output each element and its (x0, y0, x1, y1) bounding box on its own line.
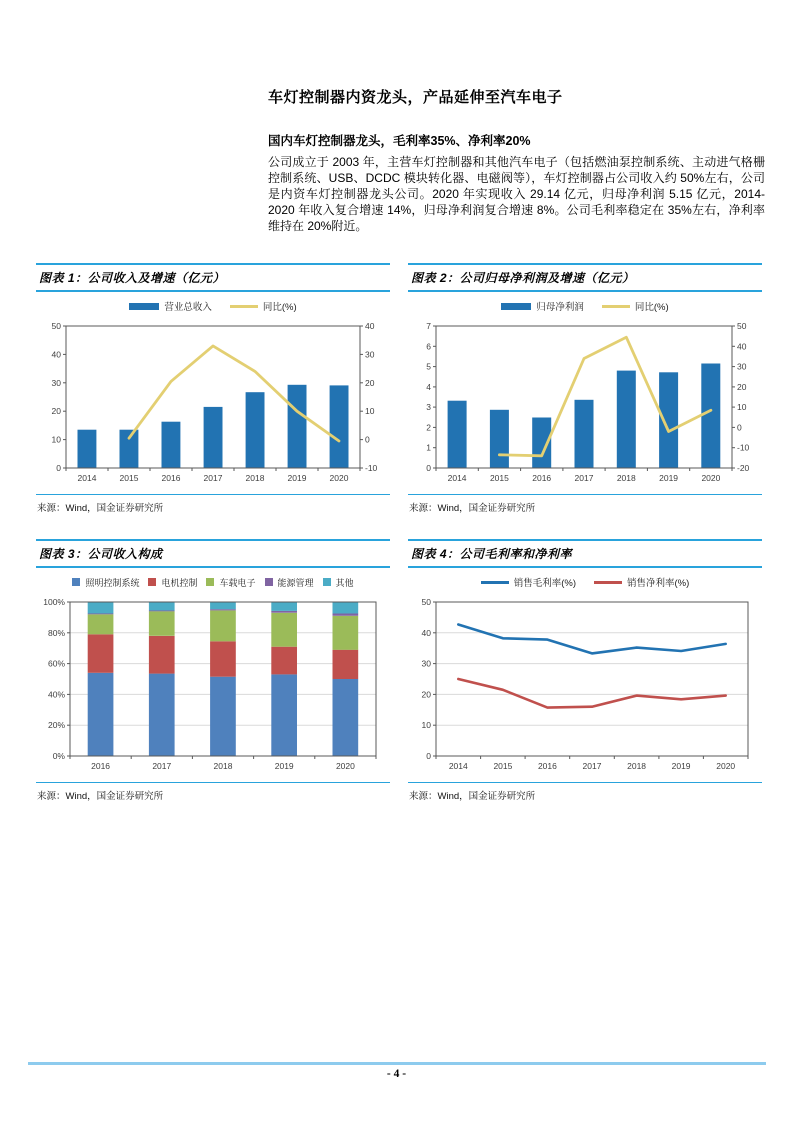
chart-legend (408, 570, 762, 594)
legend-swatch-square (148, 578, 156, 586)
legend-item (501, 299, 584, 313)
figure-title: 图表 4：公司毛利率和净利率 (408, 539, 762, 568)
chart-host (36, 594, 390, 778)
svg-text:2019: 2019 (659, 473, 679, 483)
revenue-composition-chart (36, 594, 390, 778)
svg-text:2014: 2014 (448, 761, 468, 771)
svg-text:7: 7 (426, 321, 431, 331)
legend-swatch-bar (129, 303, 159, 310)
figure-net-profit-growth (408, 263, 762, 514)
footer-divider (28, 1062, 766, 1065)
svg-text:2014: 2014 (447, 473, 467, 483)
chart-host (408, 594, 762, 778)
svg-text:50: 50 (51, 321, 61, 331)
svg-text:2020: 2020 (701, 473, 721, 483)
svg-text:30: 30 (365, 349, 375, 360)
svg-text:5: 5 (426, 361, 431, 372)
svg-text:2018: 2018 (616, 473, 636, 483)
legend-label: 销售净利率(%) (627, 578, 690, 589)
legend-label: 其他 (335, 577, 354, 588)
net-profit-and-growth-chart (408, 318, 762, 490)
svg-text:80%: 80% (47, 627, 65, 638)
svg-text:0%: 0% (52, 751, 65, 761)
figure-title: 图表 1：公司收入及增速（亿元） (36, 263, 390, 292)
svg-text:10: 10 (365, 406, 375, 417)
svg-text:2015: 2015 (119, 473, 139, 483)
svg-text:2016: 2016 (91, 761, 111, 771)
svg-text:2019: 2019 (671, 761, 691, 771)
svg-text:-10: -10 (737, 442, 750, 453)
figure-source: 来源：Wind，国金证券研究所 (36, 782, 390, 802)
svg-text:2018: 2018 (245, 473, 265, 483)
svg-text:0: 0 (426, 463, 431, 473)
margin-trend-chart (408, 594, 762, 778)
svg-text:2017: 2017 (582, 761, 602, 771)
legend-label: 归母净利润 (536, 302, 584, 313)
legend-label: 能源管理 (277, 577, 314, 588)
chart-legend (36, 294, 390, 318)
svg-text:2016: 2016 (537, 761, 557, 771)
svg-text:2020: 2020 (335, 761, 355, 771)
svg-text:40: 40 (737, 341, 747, 352)
legend-swatch-square (72, 578, 80, 586)
svg-text:10: 10 (737, 402, 747, 413)
svg-text:100%: 100% (43, 597, 65, 607)
figure-title: 图表 2：公司归母净利润及增速（亿元） (408, 263, 762, 292)
svg-text:0: 0 (56, 463, 61, 473)
svg-text:10: 10 (51, 434, 61, 445)
legend-swatch-line (481, 581, 509, 584)
legend-swatch-square (206, 578, 214, 586)
legend-label: 车载电子 (219, 577, 256, 588)
legend-label: 照明控制系统 (85, 577, 140, 588)
legend-label: 电机控制 (161, 577, 198, 588)
svg-text:40: 40 (365, 321, 375, 331)
legend-label: 同比(%) (634, 302, 669, 313)
svg-text:20: 20 (737, 381, 747, 392)
svg-text:1: 1 (426, 442, 431, 453)
figure-revenue-composition (36, 539, 390, 802)
chart-legend (36, 570, 390, 594)
legend-item (594, 575, 689, 589)
svg-text:4: 4 (426, 381, 431, 392)
svg-text:2015: 2015 (493, 761, 513, 771)
figure-source: 来源：Wind，国金证券研究所 (408, 782, 762, 802)
subsection-heading: 国内车灯控制器龙头，毛利率35%、净利率20% (268, 134, 531, 148)
legend-swatch-line (230, 305, 258, 308)
figure-revenue-growth (36, 263, 390, 514)
svg-text:2017: 2017 (574, 473, 594, 483)
legend-swatch-line (602, 305, 630, 308)
svg-text:2018: 2018 (627, 761, 647, 771)
legend-item (230, 299, 297, 313)
svg-text:30: 30 (51, 377, 61, 388)
revenue-and-growth-chart (36, 318, 390, 490)
legend-swatch-square (265, 578, 273, 586)
svg-text:2015: 2015 (489, 473, 509, 483)
figure-margins (408, 539, 762, 802)
svg-text:6: 6 (426, 341, 431, 352)
svg-text:2017: 2017 (203, 473, 223, 483)
legend-item (148, 576, 197, 589)
svg-text:10: 10 (421, 720, 431, 731)
svg-text:2019: 2019 (274, 761, 294, 771)
svg-text:-10: -10 (365, 463, 378, 473)
body-paragraph: 公司成立于 2003 年，主营车灯控制器和其他汽车电子（包括燃油泵控制系统、主动进气格栅控制系统、USB、DCDC 模块转化器、电磁阀等），车灯控制器占公司收入约 50%左右，公司是内资车灯控制器龙头公司。2020 年实现收入 29.14 亿元，归母净利润 5.15 亿元，2014-2020 年收入复合增速 14%，归母净利润复合增速 8%。公司毛利率稳定在 35%左右，净利率维持在 20%附近。 (268, 155, 765, 233)
legend-item (72, 576, 139, 589)
svg-text:20: 20 (51, 406, 61, 417)
svg-text:2014: 2014 (77, 473, 97, 483)
svg-text:2017: 2017 (152, 761, 172, 771)
svg-text:2020: 2020 (329, 473, 349, 483)
figure-source: 来源：Wind，国金证券研究所 (36, 494, 390, 514)
svg-text:20: 20 (421, 689, 431, 700)
svg-text:60%: 60% (47, 658, 65, 669)
legend-item (206, 576, 255, 589)
page-number: - 4 - (386, 1068, 407, 1080)
svg-text:20%: 20% (47, 720, 65, 731)
legend-item (481, 575, 576, 589)
svg-text:2016: 2016 (161, 473, 181, 483)
figure-source: 来源：Wind，国金证券研究所 (408, 494, 762, 514)
svg-text:0: 0 (426, 751, 431, 761)
svg-text:30: 30 (421, 658, 431, 669)
chart-host (408, 318, 762, 490)
legend-label: 营业总收入 (164, 302, 212, 313)
svg-text:2019: 2019 (287, 473, 307, 483)
legend-item (129, 299, 212, 313)
legend-item (323, 576, 354, 589)
svg-text:2016: 2016 (532, 473, 552, 483)
svg-text:30: 30 (737, 361, 747, 372)
section-title: 车灯控制器内资龙头，产品延伸至汽车电子 (268, 89, 563, 106)
svg-text:40: 40 (51, 349, 61, 360)
svg-text:50: 50 (421, 597, 431, 607)
figure-title: 图表 3：公司收入构成 (36, 539, 390, 568)
legend-item (602, 299, 669, 313)
legend-label: 同比(%) (262, 302, 297, 313)
svg-text:-20: -20 (737, 463, 750, 473)
legend-swatch-line (594, 581, 622, 584)
legend-swatch-square (323, 578, 331, 586)
svg-text:2: 2 (426, 422, 431, 433)
legend-item (265, 576, 314, 589)
svg-text:2018: 2018 (213, 761, 233, 771)
svg-text:2020: 2020 (716, 761, 736, 771)
svg-text:40: 40 (421, 627, 431, 638)
svg-text:40%: 40% (47, 689, 65, 700)
legend-swatch-bar (501, 303, 531, 310)
svg-text:20: 20 (365, 377, 375, 388)
svg-text:0: 0 (737, 422, 742, 433)
chart-host (36, 318, 390, 490)
legend-label: 销售毛利率(%) (513, 578, 576, 589)
svg-text:3: 3 (426, 402, 431, 413)
svg-text:0: 0 (365, 434, 370, 445)
chart-legend (408, 294, 762, 318)
svg-text:50: 50 (737, 321, 747, 331)
